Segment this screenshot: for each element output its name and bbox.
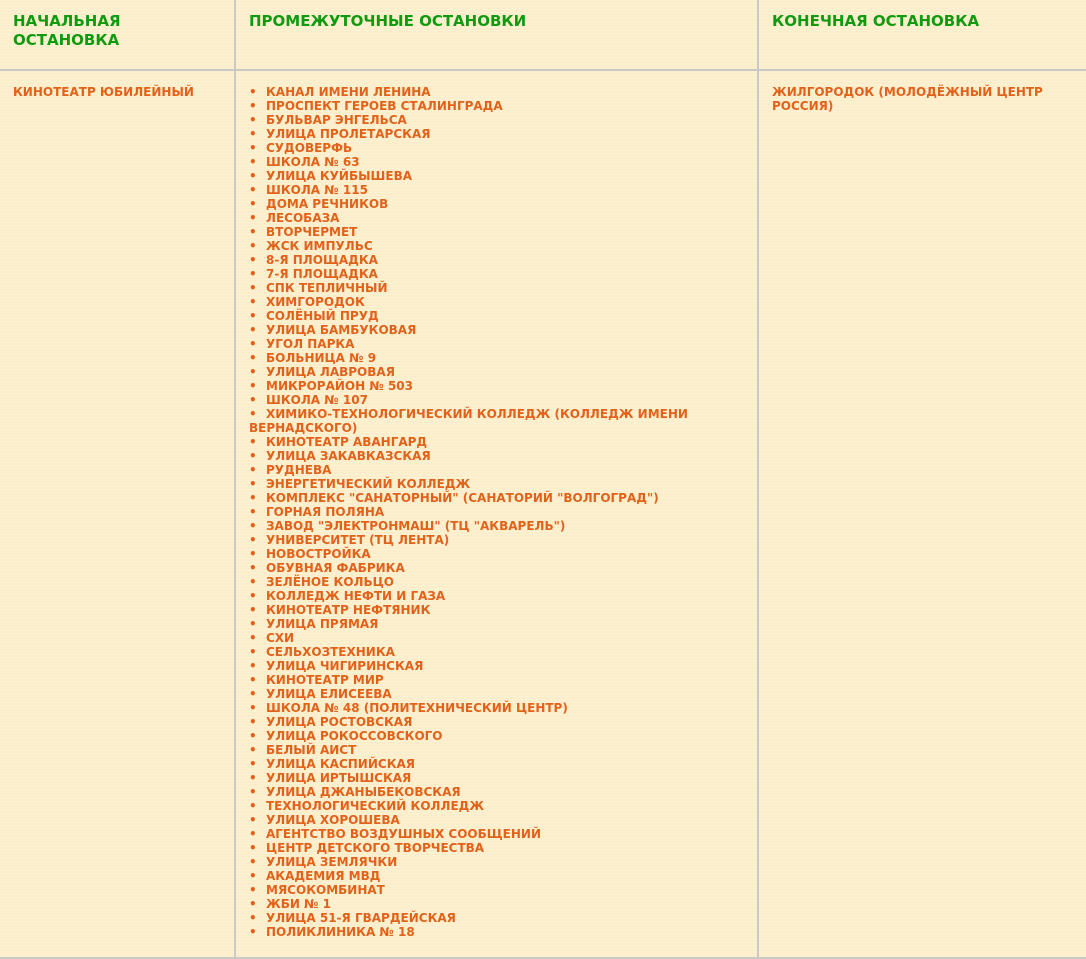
bullet-icon: • bbox=[249, 99, 257, 113]
list-item bbox=[249, 911, 745, 925]
bullet-icon: • bbox=[249, 351, 257, 365]
bullet-icon: • bbox=[249, 365, 257, 379]
bullet-icon: • bbox=[249, 239, 257, 253]
header-start-stop: НАЧАЛЬНАЯ ОСТАНОВКА bbox=[13, 12, 121, 49]
stop-name: КАНАЛ ИМЕНИ ЛЕНИНА bbox=[266, 85, 431, 99]
stop-name: СПК ТЕПЛИЧНЫЙ bbox=[266, 281, 388, 295]
list-item bbox=[249, 715, 745, 729]
stop-name: УЛИЦА ХОРОШЕВА bbox=[266, 813, 400, 827]
bullet-icon: • bbox=[249, 561, 257, 575]
list-item bbox=[249, 281, 745, 295]
list-item bbox=[249, 113, 745, 127]
list-item bbox=[249, 631, 745, 645]
bullet-icon: • bbox=[249, 505, 257, 519]
list-item bbox=[249, 659, 745, 673]
list-item bbox=[249, 575, 745, 589]
bullet-icon: • bbox=[249, 673, 257, 687]
stop-name: УГОЛ ПАРКА bbox=[266, 337, 355, 351]
list-item bbox=[249, 365, 745, 379]
stop-name: ТЕХНОЛОГИЧЕСКИЙ КОЛЛЕДЖ bbox=[266, 799, 485, 813]
list-item bbox=[249, 99, 745, 113]
list-item bbox=[249, 477, 745, 491]
list-item bbox=[249, 519, 745, 533]
stop-name: ХИМГОРОДОК bbox=[266, 295, 365, 309]
list-item bbox=[249, 211, 745, 225]
intermediate-stops-cell bbox=[235, 70, 758, 958]
bullet-icon: • bbox=[249, 911, 257, 925]
stop-name: СУДОВЕРФЬ bbox=[266, 141, 353, 155]
bullet-icon: • bbox=[249, 435, 257, 449]
stop-name: ШКОЛА № 63 bbox=[266, 155, 360, 169]
list-item bbox=[249, 645, 745, 659]
list-item bbox=[249, 435, 745, 449]
bullet-icon: • bbox=[249, 547, 257, 561]
stop-name: ЖБИ № 1 bbox=[266, 897, 332, 911]
list-item bbox=[249, 239, 745, 253]
list-item bbox=[249, 561, 745, 575]
list-item bbox=[249, 897, 745, 911]
list-item bbox=[249, 729, 745, 743]
stop-name: УНИВЕРСИТЕТ (ТЦ ЛЕНТА) bbox=[266, 533, 450, 547]
bullet-icon: • bbox=[249, 407, 257, 421]
list-item bbox=[249, 505, 745, 519]
bullet-icon: • bbox=[249, 813, 257, 827]
intermediate-stops-list bbox=[249, 85, 745, 939]
list-item bbox=[249, 407, 745, 435]
stop-name: ЛЕСОБАЗА bbox=[266, 211, 340, 225]
list-item bbox=[249, 841, 745, 855]
stop-name: МИКРОРАЙОН № 503 bbox=[266, 379, 413, 393]
stop-name: ПОЛИКЛИНИКА № 18 bbox=[266, 925, 415, 939]
list-item bbox=[249, 225, 745, 239]
stop-name: БОЛЬНИЦА № 9 bbox=[266, 351, 377, 365]
stop-name: КОЛЛЕДЖ НЕФТИ И ГАЗА bbox=[266, 589, 446, 603]
list-item bbox=[249, 589, 745, 603]
list-item bbox=[249, 463, 745, 477]
stop-name: УЛИЦА ДЖАНЫБЕКОВСКАЯ bbox=[266, 785, 461, 799]
bullet-icon: • bbox=[249, 575, 257, 589]
list-item bbox=[249, 883, 745, 897]
bullet-icon: • bbox=[249, 211, 257, 225]
stop-name: МЯСОКОМБИНАТ bbox=[266, 883, 385, 897]
bullet-icon: • bbox=[249, 393, 257, 407]
stop-name: КИНОТЕАТР АВАНГАРД bbox=[266, 435, 428, 449]
bullet-icon: • bbox=[249, 855, 257, 869]
stop-name: ОБУВНАЯ ФАБРИКА bbox=[266, 561, 405, 575]
bullet-icon: • bbox=[249, 225, 257, 239]
stop-name: СОЛЁНЫЙ ПРУД bbox=[266, 309, 379, 323]
stop-name: НОВОСТРОЙКА bbox=[266, 547, 371, 561]
table-row bbox=[0, 70, 1086, 958]
stop-name: АКАДЕМИЯ МВД bbox=[266, 869, 381, 883]
stop-name: БЕЛЫЙ АИСТ bbox=[266, 743, 357, 757]
bullet-icon: • bbox=[249, 617, 257, 631]
table-header-row bbox=[0, 0, 1086, 70]
end-stop-name: ЖИЛГОРОДОК (МОЛОДЁЖНЫЙ ЦЕНТР РОССИЯ) bbox=[772, 85, 1043, 113]
list-item bbox=[249, 617, 745, 631]
bullet-icon: • bbox=[249, 519, 257, 533]
list-item bbox=[249, 491, 745, 505]
bullet-icon: • bbox=[249, 183, 257, 197]
bullet-icon: • bbox=[249, 757, 257, 771]
list-item bbox=[249, 869, 745, 883]
list-item bbox=[249, 267, 745, 281]
bullet-icon: • bbox=[249, 477, 257, 491]
stop-name: УЛИЦА ИРТЫШСКАЯ bbox=[266, 771, 412, 785]
stop-name: ЦЕНТР ДЕТСКОГО ТВОРЧЕСТВА bbox=[266, 841, 485, 855]
header-intermediate-stops: ПРОМЕЖУТОЧНЫЕ ОСТАНОВКИ bbox=[249, 12, 527, 30]
stop-name: УЛИЦА 51-Я ГВАРДЕЙСКАЯ bbox=[266, 911, 456, 925]
list-item bbox=[249, 183, 745, 197]
bullet-icon: • bbox=[249, 463, 257, 477]
stop-name: УЛИЦА КУЙБЫШЕВА bbox=[266, 169, 412, 183]
bullet-icon: • bbox=[249, 715, 257, 729]
stop-name: СХИ bbox=[266, 631, 295, 645]
bullet-icon: • bbox=[249, 687, 257, 701]
stop-name: ШКОЛА № 107 bbox=[266, 393, 368, 407]
list-item bbox=[249, 813, 745, 827]
stop-name: УЛИЦА ЧИГИРИНСКАЯ bbox=[266, 659, 424, 673]
stop-name: АГЕНТСТВО ВОЗДУШНЫХ СООБЩЕНИЙ bbox=[266, 827, 542, 841]
stop-name: КИНОТЕАТР МИР bbox=[266, 673, 384, 687]
list-item bbox=[249, 925, 745, 939]
header-end-stop: КОНЕЧНАЯ ОСТАНОВКА bbox=[772, 12, 980, 30]
stop-name: УЛИЦА РОКОССОВСКОГО bbox=[266, 729, 443, 743]
stop-name: УЛИЦА БАМБУКОВАЯ bbox=[266, 323, 417, 337]
list-item bbox=[249, 673, 745, 687]
stop-name: ДОМА РЕЧНИКОВ bbox=[266, 197, 389, 211]
bullet-icon: • bbox=[249, 197, 257, 211]
list-item bbox=[249, 603, 745, 617]
bullet-icon: • bbox=[249, 589, 257, 603]
list-item bbox=[249, 141, 745, 155]
list-item bbox=[249, 449, 745, 463]
list-item bbox=[249, 337, 745, 351]
stop-name: УЛИЦА ЗЕМЛЯЧКИ bbox=[266, 855, 398, 869]
bullet-icon: • bbox=[249, 771, 257, 785]
header-cell-middle bbox=[235, 0, 758, 70]
list-item bbox=[249, 687, 745, 701]
list-item bbox=[249, 169, 745, 183]
header-cell-end bbox=[758, 0, 1086, 70]
bullet-icon: • bbox=[249, 141, 257, 155]
list-item bbox=[249, 127, 745, 141]
bullet-icon: • bbox=[249, 925, 257, 939]
end-stop-cell bbox=[758, 70, 1086, 958]
bullet-icon: • bbox=[249, 827, 257, 841]
bullet-icon: • bbox=[249, 869, 257, 883]
list-item bbox=[249, 827, 745, 841]
bullet-icon: • bbox=[249, 267, 257, 281]
stop-name: КИНОТЕАТР НЕФТЯНИК bbox=[266, 603, 431, 617]
list-item bbox=[249, 757, 745, 771]
stop-name: РУДНЕВА bbox=[266, 463, 332, 477]
list-item bbox=[249, 155, 745, 169]
stop-name: УЛИЦА РОСТОВСКАЯ bbox=[266, 715, 413, 729]
stop-name: ХИМИКО-ТЕХНОЛОГИЧЕСКИЙ КОЛЛЕДЖ (КОЛЛЕДЖ ИМЕНИ ВЕРНАДСКОГО) bbox=[249, 407, 688, 435]
bullet-icon: • bbox=[249, 491, 257, 505]
bullet-icon: • bbox=[249, 85, 257, 99]
list-item bbox=[249, 309, 745, 323]
list-item bbox=[249, 253, 745, 267]
bullet-icon: • bbox=[249, 155, 257, 169]
start-stop-name: КИНОТЕАТР ЮБИЛЕЙНЫЙ bbox=[13, 85, 194, 99]
stop-name: УЛИЦА ЕЛИСЕЕВА bbox=[266, 687, 392, 701]
bullet-icon: • bbox=[249, 743, 257, 757]
bullet-icon: • bbox=[249, 603, 257, 617]
stop-name: ЗЕЛЁНОЕ КОЛЬЦО bbox=[266, 575, 394, 589]
stop-name: ПРОСПЕКТ ГЕРОЕВ СТАЛИНГРАДА bbox=[266, 99, 503, 113]
bullet-icon: • bbox=[249, 533, 257, 547]
bullet-icon: • bbox=[249, 645, 257, 659]
list-item bbox=[249, 393, 745, 407]
stop-name: КОМПЛЕКС "САНАТОРНЫЙ" (САНАТОРИЙ "ВОЛГОГРАД") bbox=[266, 491, 659, 505]
list-item bbox=[249, 351, 745, 365]
stop-name: ЖСК ИМПУЛЬС bbox=[266, 239, 373, 253]
stop-name: УЛИЦА ЛАВРОВАЯ bbox=[266, 365, 395, 379]
bullet-icon: • bbox=[249, 323, 257, 337]
stop-name: 7-Я ПЛОЩАДКА bbox=[266, 267, 378, 281]
list-item bbox=[249, 85, 745, 99]
bullet-icon: • bbox=[249, 729, 257, 743]
bullet-icon: • bbox=[249, 379, 257, 393]
list-item bbox=[249, 785, 745, 799]
bullet-icon: • bbox=[249, 701, 257, 715]
list-item bbox=[249, 323, 745, 337]
bullet-icon: • bbox=[249, 785, 257, 799]
bullet-icon: • bbox=[249, 295, 257, 309]
bullet-icon: • bbox=[249, 659, 257, 673]
stop-name: ЗАВОД "ЭЛЕКТРОНМАШ" (ТЦ "АКВАРЕЛЬ") bbox=[266, 519, 566, 533]
list-item bbox=[249, 295, 745, 309]
list-item bbox=[249, 855, 745, 869]
bullet-icon: • bbox=[249, 897, 257, 911]
stop-name: УЛИЦА ПРОЛЕТАРСКАЯ bbox=[266, 127, 431, 141]
bullet-icon: • bbox=[249, 309, 257, 323]
bullet-icon: • bbox=[249, 337, 257, 351]
stop-name: ЭНЕРГЕТИЧЕСКИЙ КОЛЛЕДЖ bbox=[266, 477, 471, 491]
header-cell-start bbox=[0, 0, 235, 70]
list-item bbox=[249, 701, 745, 715]
stop-name: 8-Я ПЛОЩАДКА bbox=[266, 253, 378, 267]
stop-name: УЛИЦА ПРЯМАЯ bbox=[266, 617, 379, 631]
list-item bbox=[249, 799, 745, 813]
stop-name: ШКОЛА № 115 bbox=[266, 183, 368, 197]
list-item bbox=[249, 743, 745, 757]
bullet-icon: • bbox=[249, 253, 257, 267]
bullet-icon: • bbox=[249, 169, 257, 183]
stop-name: ШКОЛА № 48 (ПОЛИТЕХНИЧЕСКИЙ ЦЕНТР) bbox=[266, 701, 568, 715]
bullet-icon: • bbox=[249, 799, 257, 813]
stop-name: УЛИЦА ЗАКАВКАЗСКАЯ bbox=[266, 449, 431, 463]
stop-name: ВТОРЧЕРМЕТ bbox=[266, 225, 358, 239]
stop-name: ГОРНАЯ ПОЛЯНА bbox=[266, 505, 385, 519]
list-item bbox=[249, 379, 745, 393]
bullet-icon: • bbox=[249, 841, 257, 855]
stop-name: УЛИЦА КАСПИЙСКАЯ bbox=[266, 757, 416, 771]
bullet-icon: • bbox=[249, 449, 257, 463]
bullet-icon: • bbox=[249, 113, 257, 127]
list-item bbox=[249, 771, 745, 785]
start-stop-cell bbox=[0, 70, 235, 958]
stop-name: БУЛЬВАР ЭНГЕЛЬСА bbox=[266, 113, 407, 127]
list-item bbox=[249, 533, 745, 547]
bullet-icon: • bbox=[249, 281, 257, 295]
bullet-icon: • bbox=[249, 127, 257, 141]
bullet-icon: • bbox=[249, 631, 257, 645]
stop-name: СЕЛЬХОЗТЕХНИКА bbox=[266, 645, 395, 659]
list-item bbox=[249, 547, 745, 561]
bullet-icon: • bbox=[249, 883, 257, 897]
list-item bbox=[249, 197, 745, 211]
